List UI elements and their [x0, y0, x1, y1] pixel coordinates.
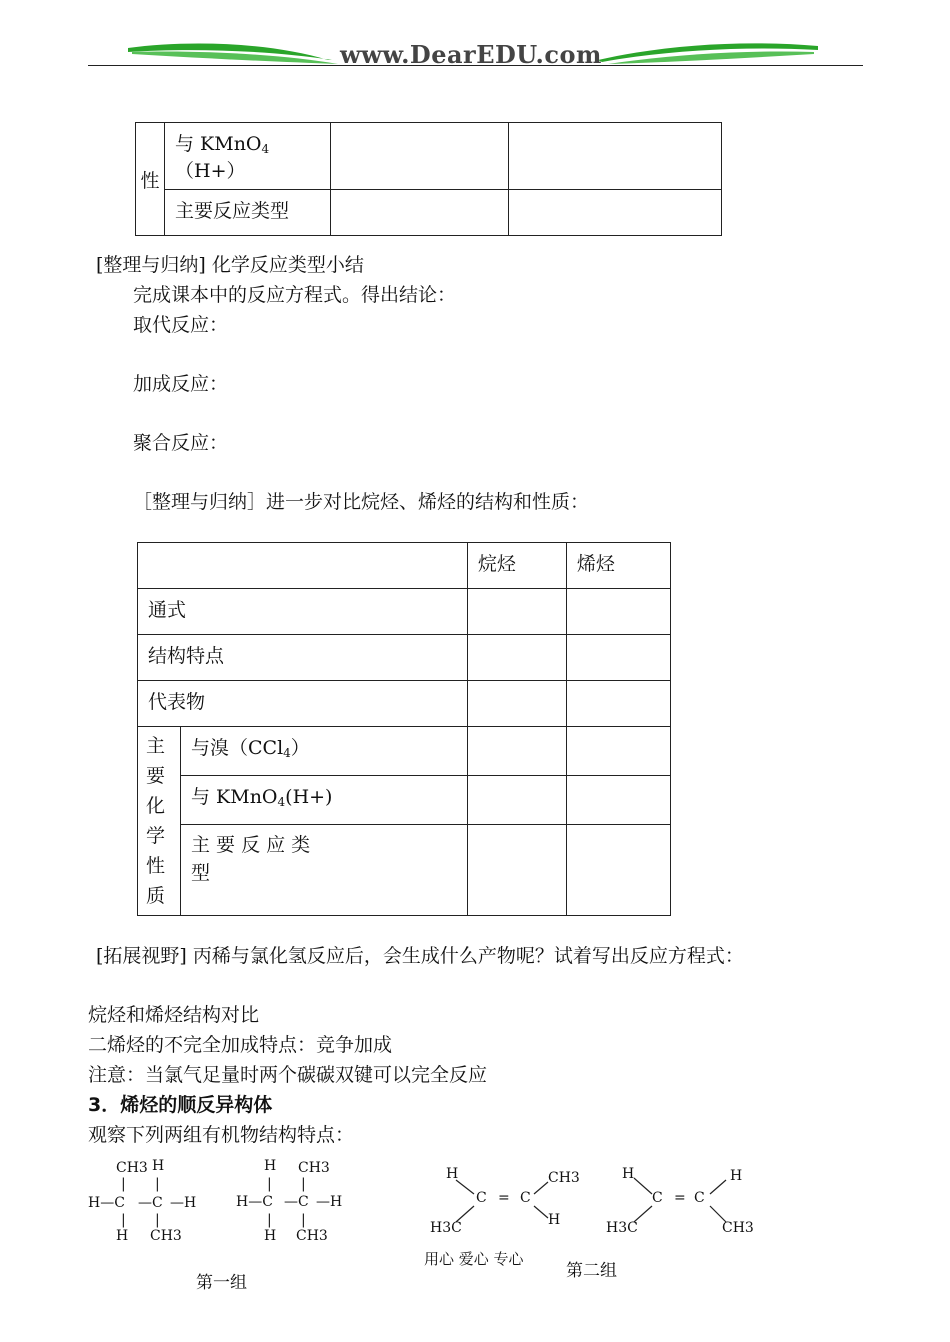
table1-cell	[509, 190, 722, 236]
section-heading-extension: [拓展视野] 丙稀与氯化氢反应后，会生成什么产物呢？试着写出反应方程式：	[96, 945, 744, 967]
table2-row-formula: 通式	[138, 589, 468, 635]
table2-cell	[467, 589, 566, 635]
table2-cell	[467, 681, 566, 727]
note-line-1: 烷烃和烯烃结构对比	[88, 1004, 260, 1026]
table1-cell	[331, 190, 509, 236]
table1-row-reaction-type: 主要反应类型	[165, 190, 331, 236]
table1-cell	[331, 123, 509, 190]
table2-cell	[566, 589, 670, 635]
table2-row-reaction-type: 主 要 反 应 类 型	[181, 824, 468, 915]
table2-cell	[566, 635, 670, 681]
note-line-2: 二烯烃的不完全加成特点：竞争加成	[88, 1034, 393, 1056]
table2-group-label: 主 要 化 学 性 质	[138, 727, 181, 916]
table2-cell	[467, 824, 566, 915]
table2-cell	[467, 727, 566, 776]
table2-corner	[138, 543, 468, 589]
table1-side-label: 性	[136, 123, 165, 236]
section-heading-reaction-summary: [整理与归纳] 化学反应类型小结	[96, 254, 364, 276]
caption-group-2: 第二组	[566, 1261, 617, 1281]
table1-cell	[509, 123, 722, 190]
section-heading-compare: ［整理与归纳］进一步对比烷烃、烯烃的结构和性质：	[133, 491, 590, 513]
table1-row-kmno4: 与 KMnO$_4$（H+）	[165, 123, 331, 190]
observe-line: 观察下列两组有机物结构特点：	[88, 1124, 355, 1146]
property-table-top	[135, 122, 722, 236]
structure-2: H CH3 | | H—C —C —H | | H CH3	[236, 1158, 343, 1244]
table2-row-bromine: 与溴（CCl$_4$）	[181, 727, 468, 776]
alkane-alkene-comparison-table	[137, 542, 671, 916]
item-substitution: 取代反应：	[133, 314, 229, 336]
caption-group-1: 第一组	[196, 1273, 247, 1293]
item-polymerization: 聚合反应：	[133, 432, 229, 454]
item-addition: 加成反应：	[133, 373, 229, 395]
header-rule	[88, 65, 863, 66]
section-intro: 完成课本中的反应方程式。得出结论：	[133, 284, 457, 306]
structure-3: H CH3 C = C H3C H	[430, 1166, 590, 1241]
table2-cell	[566, 727, 670, 776]
table2-row-kmno4: 与 KMnO$_4$(H+)	[181, 775, 468, 824]
footer-note: 用心 爱心 专心	[424, 1250, 524, 1268]
table2-cell	[566, 824, 670, 915]
subheading-cis-trans: 3．烯烃的顺反异构体	[88, 1094, 273, 1116]
header-site-url[interactable]: www.DearEDU.com	[340, 40, 602, 69]
table2-cell	[467, 775, 566, 824]
table2-cell	[566, 775, 670, 824]
table2-row-structure: 结构特点	[138, 635, 468, 681]
table2-header-alkene: 烯烃	[566, 543, 670, 589]
table2-header-alkane: 烷烃	[467, 543, 566, 589]
structure-4: H H C = C H3C CH3	[606, 1166, 766, 1241]
table2-row-representative: 代表物	[138, 681, 468, 727]
table2-cell	[566, 681, 670, 727]
structure-1: CH3 H | | H—C —C —H | | H CH3	[88, 1158, 197, 1244]
table2-cell	[467, 635, 566, 681]
note-line-3: 注意：当氯气足量时两个碳碳双键可以完全反应	[88, 1064, 488, 1086]
